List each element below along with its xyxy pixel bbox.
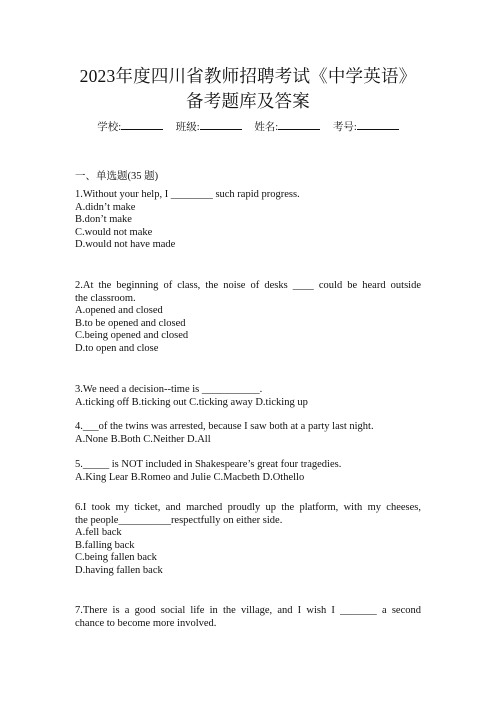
question-6 [75, 502, 421, 578]
question-4 [75, 421, 421, 446]
school-label: 学校: [97, 122, 122, 133]
question-stem: 3.We need a decision--time is ___________. [75, 384, 263, 395]
answer-option: D.to open and close [75, 342, 159, 354]
class-label: 班级: [175, 122, 200, 133]
question-stem: 4.___of the twins was arrested, because I saw both at a party last night. [75, 421, 374, 432]
answer-option: C.would not make [75, 226, 153, 238]
question-stem-continued: the classroom. [75, 292, 136, 304]
question-stem: 6.I took my ticket, and marched proudly up the platform, with my cheeses, [75, 502, 421, 513]
question-stem: 7.There is a good social life in the village, and I wish I _______ a second [75, 605, 421, 616]
question-5 [75, 459, 421, 484]
answer-option: D.would not have made [75, 239, 176, 251]
exam-number-label: 考号: [332, 122, 357, 133]
student-info-row [0, 119, 496, 135]
question-2 [75, 280, 421, 356]
question-7 [75, 605, 421, 630]
answer-option: C.being fallen back [75, 552, 157, 564]
question-stem: 5._____ is NOT included in Shakespeare’s great four tragedies. [75, 459, 342, 470]
answer-option: B.to be opened and closed [75, 317, 186, 329]
answer-options: A.ticking off B.ticking out C.ticking away D.ticking up [75, 396, 308, 408]
answer-option: A.didn’t make [75, 201, 136, 213]
answer-option: A.opened and closed [75, 305, 163, 317]
document-title: 2023年度四川省教师招聘考试《中学英语》 [79, 66, 417, 86]
answer-option: B.don’t make [75, 214, 132, 226]
name-label: 姓名: [254, 122, 279, 133]
question-stem-continued: the people__________respectfully on either side. [75, 514, 283, 526]
school-blank[interactable] [121, 119, 163, 130]
answer-option: C.being opened and closed [75, 330, 189, 342]
section-header: 一、单选题(35 题) [75, 171, 159, 182]
question-stem: 2.At the beginning of class, the noise of desks ____ could be heard outside [75, 280, 421, 291]
question-3 [75, 384, 421, 409]
answer-options: A.None B.Both C.Neither D.All [75, 433, 211, 445]
answer-options: A.King Lear B.Romeo and Julie C.Macbeth D.Othello [75, 471, 305, 483]
question-stem-continued: chance to become more involved. [75, 617, 217, 629]
document-subtitle: 备考题库及答案 [186, 91, 310, 111]
question-1 [75, 189, 421, 252]
answer-option: D.having fallen back [75, 564, 163, 576]
name-blank[interactable] [278, 119, 320, 130]
answer-option: B.falling back [75, 539, 135, 551]
exam-number-blank[interactable] [357, 119, 399, 130]
question-stem: 1.Without your help, I ________ such rapid progress. [75, 189, 300, 200]
answer-option: A.fell back [75, 527, 122, 539]
class-blank[interactable] [200, 119, 242, 130]
